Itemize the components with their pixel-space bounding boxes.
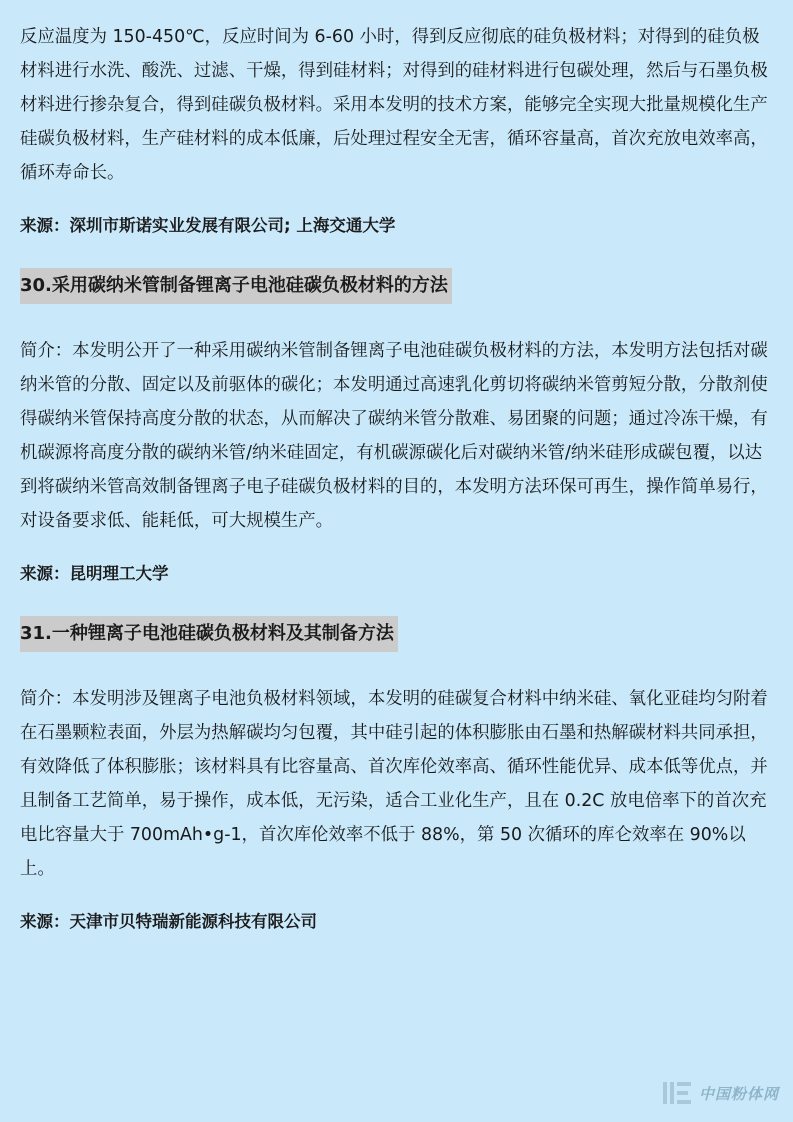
item-30-heading-block: [20, 268, 775, 304]
item-31-title: 31.一种锂离子电池硅碳负极材料及其制备方法: [20, 616, 398, 652]
item-31-summary: 简介：本发明涉及锂离子电池负极材料领域，本发明的硅碳复合材料中纳米硅、氧化亚硅均匀附着在石墨颗粒表面，外层为热解碳均匀包覆，其中硅引起的体积膨胀由石墨和热解碳材料共同承担，有效降低了体积膨胀；该材料具有比容量高、首次库伦效率高、循环性能优异、成本低等优点，并且制备工艺简单，易于操作，成本低，无污染，适合工业化生产，且在 0.2C 放电倍率下的首次充电比容量大于 700mAh•g-1，首次库伦效率不低于 88%，第 50 次循环的库仑效率在 90%以上。: [20, 689, 768, 879]
item-31-source: 来源：天津市贝特瑞新能源科技有限公司: [20, 912, 317, 931]
item-31-heading-block: [20, 616, 775, 652]
watermark: [661, 1078, 779, 1108]
item-30-title: 30.采用碳纳米管制备锂离子电池硅碳负极材料的方法: [20, 268, 452, 304]
watermark-logo-icon: [661, 1078, 695, 1108]
intro-source: 来源：深圳市斯诺实业发展有限公司; 上海交通大学: [20, 216, 396, 235]
document-page: [20, 20, 775, 936]
watermark-text: 中国粉体网: [698, 1084, 779, 1103]
item-30-source: 来源：昆明理工大学: [20, 564, 169, 583]
item-30-summary: 简介：本发明公开了一种采用碳纳米管制备锂离子电池硅碳负极材料的方法，本发明方法包括对碳纳米管的分散、固定以及前驱体的碳化；本发明通过高速乳化剪切将碳纳米管剪短分散，分散剂使得碳纳米管保持高度分散的状态，从而解决了碳纳米管分散难、易团聚的问题；通过冷冻干燥，有机碳源将高度分散的碳纳米管/纳米硅固定，有机碳源碳化后对碳纳米管/纳米硅形成碳包覆，以达到将碳纳米管高效制备锂离子电子硅碳负极材料的目的，本发明方法环保可再生，操作简单易行，对设备要求低、能耗低，可大规模生产。: [20, 341, 768, 531]
intro-paragraph: 反应温度为 150-450℃，反应时间为 6-60 小时，得到反应彻底的硅负极材料；对得到的硅负极材料进行水洗、酸洗、过滤、干燥，得到硅材料；对得到的硅材料进行包碳处理，然后与石墨负极材料进行掺杂复合，得到硅碳负极材料。采用本发明的技术方案，能够完全实现大批量规模化生产硅碳负极材料，生产硅材料的成本低廉，后处理过程安全无害，循环容量高，首次充放电效率高，循环寿命长。: [20, 27, 768, 183]
